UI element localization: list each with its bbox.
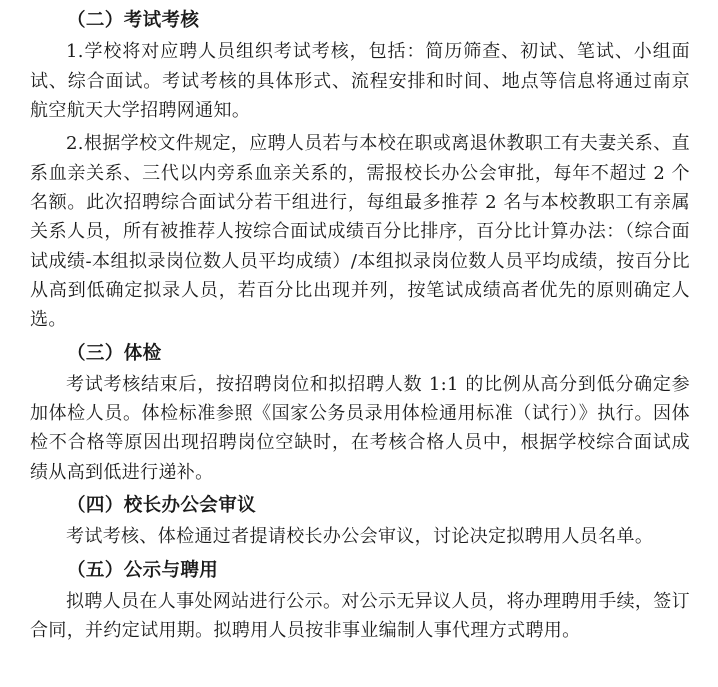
paragraph: 2.根据学校文件规定，应聘人员若与本校在职或离退休教职工有夫妻关系、直系血亲关系、三代以内旁系血亲关系的，需报校长办公会审批，每年不超过 2 个名额。此次招聘综合面试分若干组进行，每组最多推荐 2 名与本校教职工有亲属关系人员，所有被推荐人按综合面试成绩百分比排序，百分比计算办法：（综合面试成绩-本组拟录岗位数人员平均成绩）/本组拟录岗位数人员平均成绩，按百分比从高到低确定拟录人员，若百分比出现并列，按笔试成绩高者优先的原则确定人选。 [30, 133, 690, 331]
section-exam-assessment [30, 6, 690, 335]
paragraph: 考试考核结束后，按招聘岗位和拟招聘人数 1:1 的比例从高分到低分确定参加体检人员。体检标准参照《国家公务员录用体检通用标准（试行）》执行。因体检不合格等原因出现招聘岗位空缺时，在考核合格人员中，根据学校综合面试成绩从高到低进行递补。 [30, 373, 690, 483]
paragraph: 1.学校将对应聘人员组织考试考核，包括：简历筛查、初试、笔试、小组面试、综合面试。考试考核的具体形式、流程安排和时间、地点等信息将通过南京航空航天大学招聘网通知。 [30, 41, 690, 121]
section-physical-exam [30, 339, 690, 488]
section-heading: （五）公示与聘用 [67, 559, 219, 581]
section-heading: （四）校长办公会审议 [67, 495, 257, 517]
paragraph: 考试考核、体检通过者提请校长办公会审议，讨论决定拟聘用人员名单。 [66, 526, 654, 548]
section-president-office-review [30, 491, 690, 552]
section-heading: （三）体检 [67, 342, 162, 364]
paragraph: 拟聘人员在人事处网站进行公示。对公示无异议人员，将办理聘用手续，签订合同，并约定试用期。拟聘用人员按非事业编制人事代理方式聘用。 [30, 590, 690, 642]
section-publicity-and-employment [30, 556, 690, 646]
section-heading: （二）考试考核 [67, 10, 200, 31]
